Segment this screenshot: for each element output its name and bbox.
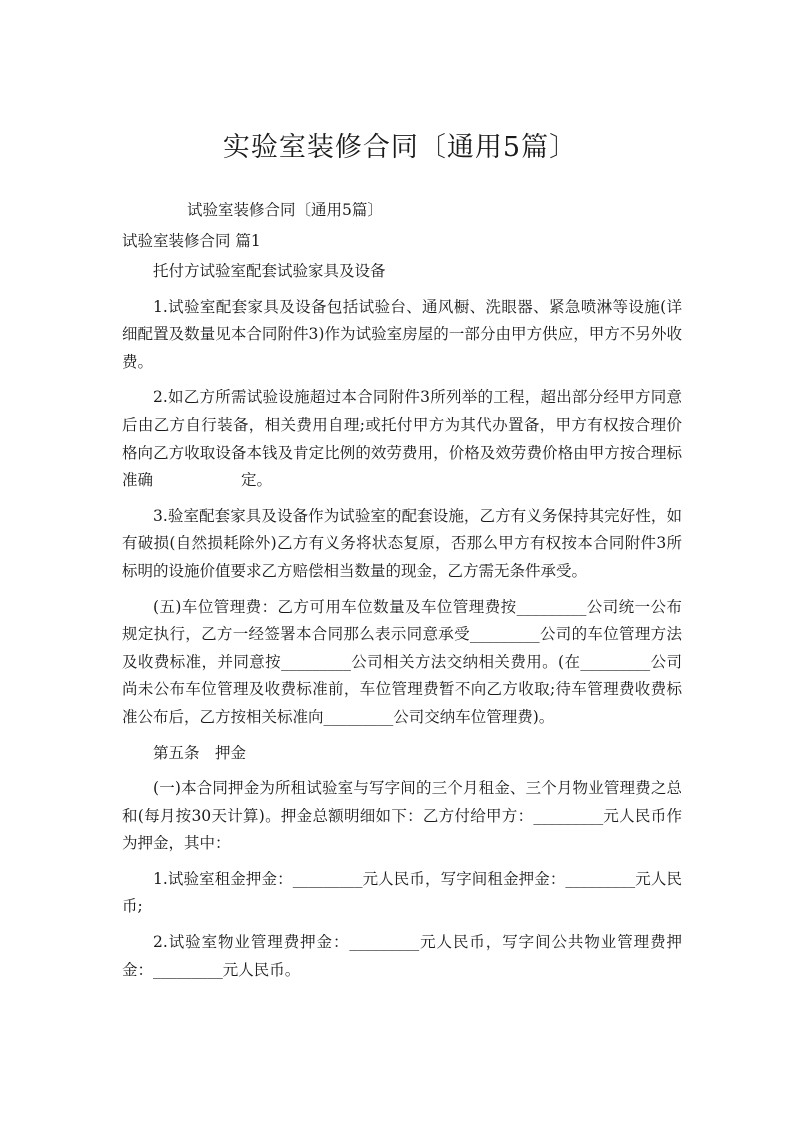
paragraph-item-3: 3.验室配套家具及设备作为试验室的配套设施，乙方有义务保持其完好性，如有破损(自然损耗除外)乙方有义务将状态复原，否那么甲方有权按本合同附件3所标明的设施价值要求乙方赔偿相当数量的现金，乙方需无条件承受。 (122, 506, 682, 580)
document-title: 实验室装修合同〔通用5篇〕 (222, 132, 578, 163)
paragraph-deposit-management: 2.试验室物业管理费押金：_________元人民币，写字间公共物业管理费押金：_________元人民币。 (122, 933, 682, 979)
paragraph-item-2-tail: 定。 (241, 471, 273, 490)
paragraph-item-1: 1.试验室配套家具及设备包括试验台、通风橱、洗眼器、紧急喷淋等设施(详细配置及数量见本合同附件3)作为试验室房屋的一部分由甲方供应，甲方不另外收费。 (122, 297, 682, 371)
paragraph-deposit-rent: 1.试验室租金押金：_________元人民币，写字间租金押金：_________元人民币; (122, 869, 682, 916)
section-heading: 试验室装修合同 篇1 (122, 232, 261, 250)
paragraph-item-2 (122, 384, 682, 494)
paragraph-intro: 托付方试验室配套试验家具及设备 (153, 262, 386, 280)
document-body (122, 258, 682, 992)
document-subtitle: 试验室装修合同〔通用5篇〕 (187, 201, 383, 219)
paragraph-item-2-text: 2.如乙方所需试验设施超过本合同附件3所列举的工程，超出部分经甲方同意后由乙方自行装备，相关费用自理;或托付甲方为其代办置备，甲方有权按合理价格向乙方收取设备本钱及肯定比例的效劳费用，价格及效劳费价格由甲方按合理标准确 (122, 388, 682, 490)
article-five-heading: 第五条 押金 (153, 743, 247, 762)
paragraph-parking-fee: (五)车位管理费：乙方可用车位数量及车位管理费按_________公司统一公布规定执行，乙方一经签署本合同那么表示同意承受_________公司的车位管理方法及收费标准，并同意按_________公司相关方法交纳相关费用。(在_________公司尚未公布车位管理及收费标准前，车位管理费暂不向乙方收取;待车管理费收费标准公布后，乙方按相关标准向_________公司交纳车位管理费)。 (122, 597, 682, 726)
paragraph-deposit-total: (一)本合同押金为所租试验室与写字间的三个月租金、三个月物业管理费之总和(每月按30天计算)。押金总额明细如下：乙方付给甲方：_________元人民币作为押金，其中： (122, 779, 682, 853)
